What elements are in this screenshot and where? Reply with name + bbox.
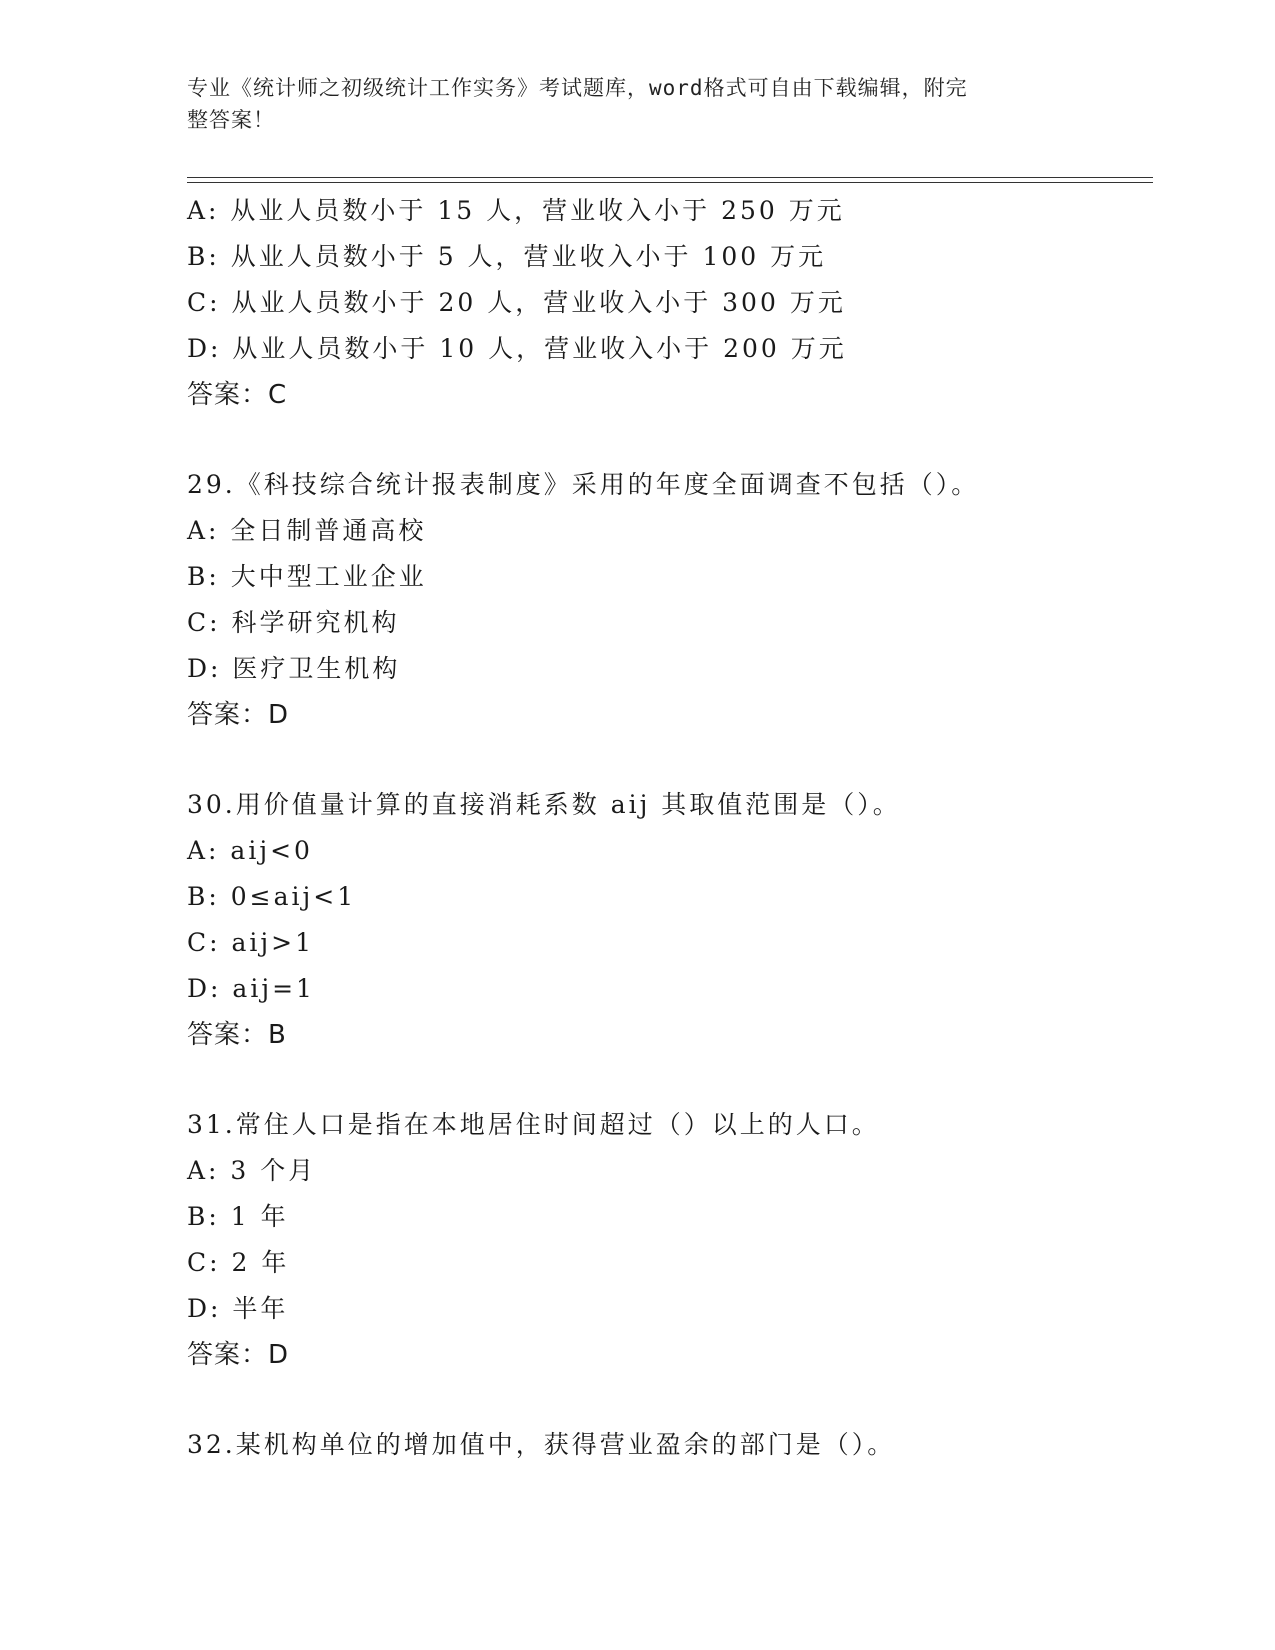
spacer <box>187 738 1153 782</box>
option-d: D: 从业人员数小于 10 人，营业收入小于 200 万元 <box>187 334 847 363</box>
header-line-2: 整答案！ <box>187 108 275 132</box>
option-c: C: 从业人员数小于 20 人，营业收入小于 300 万元 <box>187 288 846 317</box>
question-text: 29.《科技综合统计报表制度》采用的年度全面调查不包括（）。 <box>187 470 980 499</box>
header-line-1: 专业《统计师之初级统计工作实务》考试题库，word格式可自由下载编辑，附完 <box>187 76 968 100</box>
option-d: D: 半年 <box>187 1294 289 1323</box>
question-block-31 <box>187 1102 1153 1378</box>
option-d: D: 医疗卫生机构 <box>187 654 401 683</box>
option-b: B: 从业人员数小于 5 人，营业收入小于 100 万元 <box>187 242 827 271</box>
spacer <box>187 1378 1153 1422</box>
question-block-29 <box>187 462 1153 738</box>
option-b: B: 1 年 <box>187 1202 289 1231</box>
spacer <box>187 1058 1153 1102</box>
answer-line: 答案：D <box>187 1340 290 1370</box>
answer-line: 答案：B <box>187 1020 287 1050</box>
document-header <box>187 72 1067 136</box>
question-text: 30.用价值量计算的直接消耗系数 aij 其取值范围是（）。 <box>187 790 901 819</box>
option-a: A: 从业人员数小于 15 人，营业收入小于 250 万元 <box>187 196 845 225</box>
option-a: A: 3 个月 <box>187 1156 317 1185</box>
question-block-30 <box>187 782 1153 1058</box>
option-b: B: 0≤aij<1 <box>187 882 357 911</box>
header-divider-top <box>187 177 1153 178</box>
header-divider-bottom <box>187 182 1153 183</box>
question-block-28 <box>187 188 1153 418</box>
option-c: C: 科学研究机构 <box>187 608 400 637</box>
option-a: A: aij<0 <box>187 836 313 865</box>
option-a: A: 全日制普通高校 <box>187 516 427 545</box>
answer-line: 答案：C <box>187 380 288 410</box>
option-c: C: 2 年 <box>187 1248 290 1277</box>
question-text: 31.常住人口是指在本地居住时间超过（）以上的人口。 <box>187 1110 880 1139</box>
question-block-32 <box>187 1422 1153 1468</box>
question-list <box>187 188 1153 1468</box>
answer-line: 答案：D <box>187 700 290 730</box>
question-text: 32.某机构单位的增加值中，获得营业盈余的部门是（）。 <box>187 1430 896 1459</box>
option-d: D: aij=1 <box>187 974 315 1003</box>
spacer <box>187 418 1153 462</box>
option-b: B: 大中型工业企业 <box>187 562 427 591</box>
option-c: C: aij>1 <box>187 928 315 957</box>
